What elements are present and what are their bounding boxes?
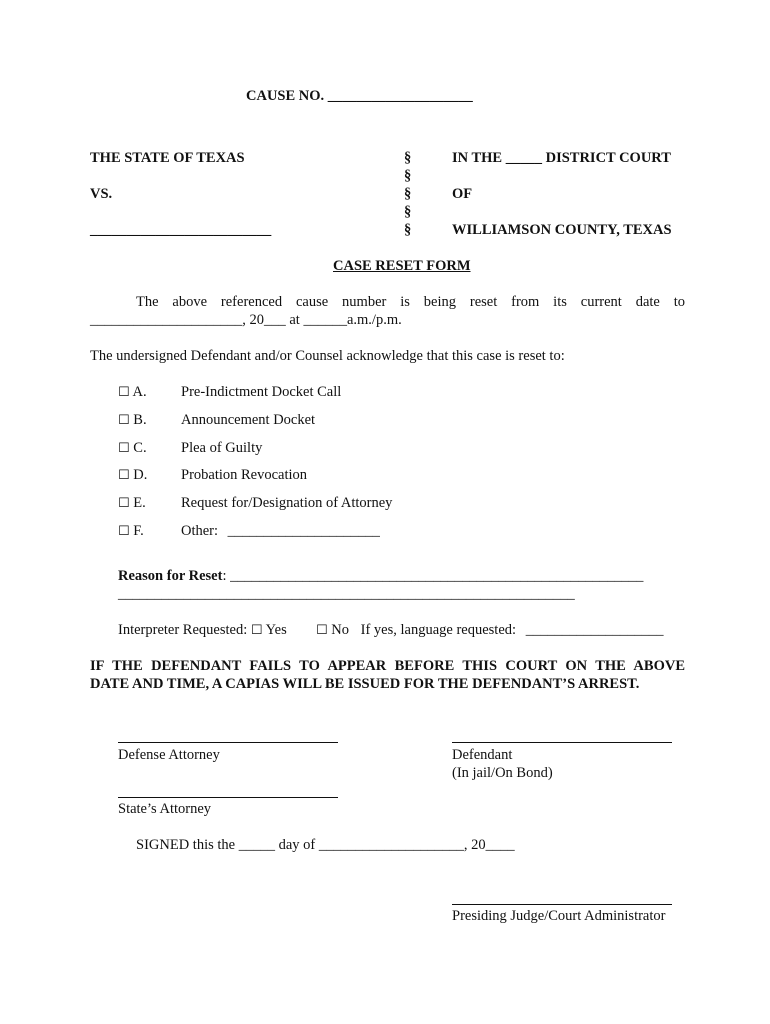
intro-line-2[interactable]: _____________________, 20___ at ______a.m./p.m. bbox=[90, 312, 402, 328]
option-label: Plea of Guilty bbox=[181, 440, 263, 456]
interpreter-row bbox=[118, 622, 287, 639]
cause-number bbox=[246, 88, 473, 105]
option-letter: C. bbox=[133, 440, 147, 456]
cause-label: CAUSE NO. bbox=[246, 88, 325, 104]
section-mark: § bbox=[404, 150, 412, 166]
states-attorney-signature-line[interactable] bbox=[118, 797, 338, 798]
court-line: IN THE _____ DISTRICT COURT bbox=[452, 150, 671, 166]
reason-blank-1[interactable]: _________________________________________________________ bbox=[230, 568, 644, 584]
defendant-name-blank[interactable]: _________________________ bbox=[90, 222, 272, 238]
of-label: OF bbox=[452, 186, 473, 202]
option-label: Announcement Docket bbox=[181, 412, 316, 428]
option-letter: A. bbox=[132, 384, 147, 400]
option-letter: E. bbox=[133, 495, 146, 511]
intro-line-1: The above referenced cause number is being reset from its current date to bbox=[136, 294, 685, 310]
checkbox-icon[interactable]: ☐ bbox=[118, 524, 130, 539]
reason-blank-2[interactable]: _______________________________________________________________ bbox=[118, 586, 575, 602]
option-d[interactable] bbox=[118, 467, 147, 484]
reason-row bbox=[118, 568, 643, 585]
section-mark: § bbox=[404, 186, 412, 202]
option-letter: B. bbox=[133, 412, 147, 428]
warning-line-1: IF THE DEFENDANT FAILS TO APPEAR BEFORE THIS COURT ON THE ABOVE bbox=[90, 658, 685, 674]
option-label: Request for/Designation of Attorney bbox=[181, 495, 393, 511]
form-title: CASE RESET FORM bbox=[333, 258, 471, 274]
option-f-row bbox=[181, 523, 380, 540]
checkbox-icon[interactable]: ☐ bbox=[250, 623, 263, 638]
presiding-judge-label: Presiding Judge/Court Administrator bbox=[452, 908, 666, 924]
option-f[interactable] bbox=[118, 523, 144, 540]
interpreter-label: Interpreter Requested: bbox=[118, 622, 248, 638]
signed-line[interactable]: SIGNED this the _____ day of ____________________, 20____ bbox=[136, 837, 515, 853]
defendant-signature-line[interactable] bbox=[452, 742, 672, 743]
defense-attorney-signature-line[interactable] bbox=[118, 742, 338, 743]
vs-label: VS. bbox=[90, 186, 113, 202]
section-mark: § bbox=[404, 222, 412, 238]
checkbox-icon[interactable]: ☐ bbox=[316, 623, 328, 638]
county-label: WILLIAMSON COUNTY, TEXAS bbox=[452, 222, 672, 238]
cause-number-blank[interactable]: ____________________ bbox=[327, 88, 473, 104]
other-blank[interactable]: _____________________ bbox=[227, 523, 380, 539]
checkbox-icon[interactable]: ☐ bbox=[118, 468, 130, 483]
checkbox-icon[interactable]: ☐ bbox=[118, 496, 130, 511]
defense-attorney-label: Defense Attorney bbox=[118, 747, 220, 763]
option-letter: F. bbox=[133, 523, 144, 539]
checkbox-icon[interactable]: ☐ bbox=[118, 413, 130, 428]
section-mark: § bbox=[404, 168, 412, 184]
acknowledge-text: The undersigned Defendant and/or Counsel acknowledge that this case is reset to: bbox=[90, 348, 565, 364]
checkbox-icon[interactable]: ☐ bbox=[118, 441, 130, 456]
defendant-status: (In jail/On Bond) bbox=[452, 765, 553, 781]
reason-label: Reason for Reset bbox=[118, 568, 223, 584]
interpreter-yes: Yes bbox=[265, 622, 287, 638]
option-label: Pre-Indictment Docket Call bbox=[181, 384, 342, 400]
section-mark: § bbox=[404, 204, 412, 220]
reason-colon: : bbox=[222, 568, 227, 584]
state-of-texas: THE STATE OF TEXAS bbox=[90, 150, 245, 166]
checkbox-icon[interactable]: ☐ bbox=[118, 385, 130, 400]
option-label: Other: bbox=[181, 523, 219, 539]
language-label: If yes, language requested: bbox=[360, 622, 517, 638]
defendant-label: Defendant bbox=[452, 747, 513, 763]
presiding-judge-signature-line[interactable] bbox=[452, 904, 672, 905]
warning-line-2: DATE AND TIME, A CAPIAS WILL BE ISSUED FOR THE DEFENDANT’S ARREST. bbox=[90, 676, 640, 692]
option-letter: D. bbox=[133, 467, 148, 483]
option-c[interactable] bbox=[118, 440, 147, 457]
interpreter-no: No bbox=[331, 622, 350, 638]
option-a[interactable] bbox=[118, 384, 147, 401]
language-blank[interactable]: ___________________ bbox=[525, 622, 664, 638]
interpreter-no-row bbox=[316, 622, 663, 639]
option-e[interactable] bbox=[118, 495, 146, 512]
option-b[interactable] bbox=[118, 412, 147, 429]
states-attorney-label: State’s Attorney bbox=[118, 801, 212, 817]
option-label: Probation Revocation bbox=[181, 467, 308, 483]
